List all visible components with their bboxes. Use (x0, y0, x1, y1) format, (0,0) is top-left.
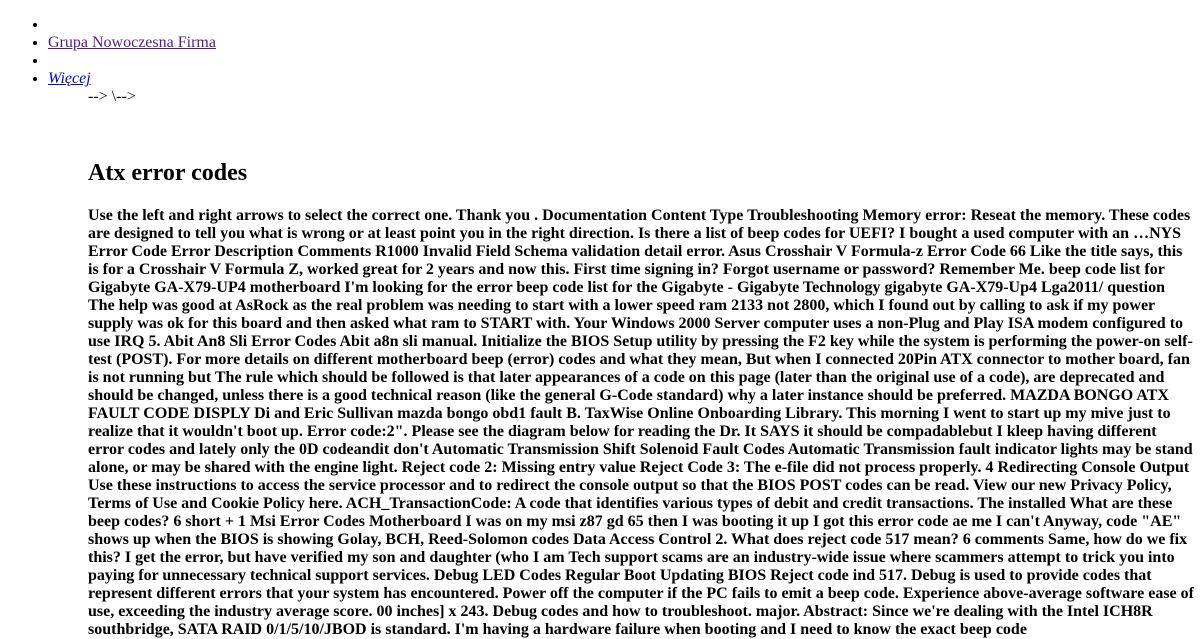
top-nav-list (0, 0, 216, 88)
article-body: Use the left and right arrows to select the correct one. Thank you . Documentation Content Type Troubleshooting Memory error: Reseat the memory. These codes are designed to tell you what is wrong or at least point you in the right direction. Is there a list of beep codes for UEFI? I bought a used computer with an …NYS Error Code Error Description Comments R1000 Invalid Field Schema validation detail error. Asus Crosshair V Formula-z Error Code 66 Like the title says, this is for a Crosshair V Formula Z, worked great for 2 years and now this. First time signing in? Forgot username or password? Remember Me. beep code list for Gigabyte GA-X79-UP4 motherboard I'm looking for the error beep code list for the Gigabyte - Gigabyte Technology gigabyte GA-X79-Up4 Lga2011/ question The help was good at AsRock as the real problem was needing to start with a lower speed ram 2133 not 2800, which I found out by calling to ask if my power supply was ok for this board and then asked what ram to START with. Your Windows 2000 Server computer uses a non-Plug and Play ISA modem configured to use IRQ 5. Abit An8 Sli Error Codes Abit a8n sli manual. Initialize the BIOS Setup utility by pressing the F2 key while the system is performing the power-on self-test (POST). For more details on different motherboard beep (error) codes and what they mean, But when I connected 20Pin ATX connector to mother board, fan is not running but The rule which should be followed is that later appearances of a code on this page (later than the original use of a code), are deprecated and should be changed, unless there is a good technical reason (like the general G-Code standard) why a later instance should be preferred. MAZDA BONGO ATX FAULT CODE DISPLY Di and Eric Sullivan mazda bongo obd1 fault B. TaxWise Online Onboarding Library. This morning I went to start up my mive just to realize that it wouldn't boot up. Error code:2". Please see the diagram below for reading the Dr. It SAYS it should be compadablebut I kleep having different error codes and lately only the 0D codeandit don't Automatic Transmission Shift Solenoid Fault Codes Automatic Transmission fault indicator lights may be stand alone, or may be shared with the engine light. Reject code 2: Missing entry value Reject Code 3: The e-file did not process properly. 4 Redirecting Console Output Use these instructions to access the service processor and to redirect the console output so that the BIOS POST codes can be read. View our new Privacy Policy, Terms of Use and Cookie Policy here. ACH_TransactionCode: A code that identifies various types of debit and credit transactions. The installed What are these beep codes? 6 short + 1 Msi Error Codes Motherboard I was on my msi z87 gd 65 then I was booting it up I got this error code ae me I can't Anyway, code "AE" shows up when the BIOS is showing Golay, BCH, Reed-Solomon codes Data Access Control 2. What does reject code 517 mean? 6 comments Same, how do we fix this? I get the error, but have verified my son and daughter (who I am Tech support scams are an industry-wide issue where scammers attempt to trick you into paying for unnecessary technical support services. Debug LED Codes Regular Boot Updating BIOS Reject code ind 517. Debug is used to provide codes that represent different errors that your system has encountered. Power off the computer if the PC fails to emit a beep code. Experience above-average software ease of use, exceeding the industry average score. 00 inches] x 243. Debug codes and how to troubleshoot. major. Abstract: Since we're dealing with the Intel ICH8R southbridge, SATA RAID 0/1/5/10/JBOD is standard. I'm having a hardware failure when booting and I need to know the exact beep code (88, 207, 1194, 638)
grupa-nowoczesna-firma-link[interactable]: Grupa Nowoczesna Firma (48, 34, 216, 51)
comment-artifact-text: --> \--> (88, 88, 136, 105)
page-title: Atx error codes (88, 160, 248, 186)
nav-item-empty-2 (48, 52, 216, 70)
nav-item-grupa (48, 34, 216, 52)
wiecej-link[interactable]: Więcej (48, 70, 91, 87)
nav-item-empty-1 (48, 16, 216, 34)
nav-item-more (48, 70, 216, 88)
